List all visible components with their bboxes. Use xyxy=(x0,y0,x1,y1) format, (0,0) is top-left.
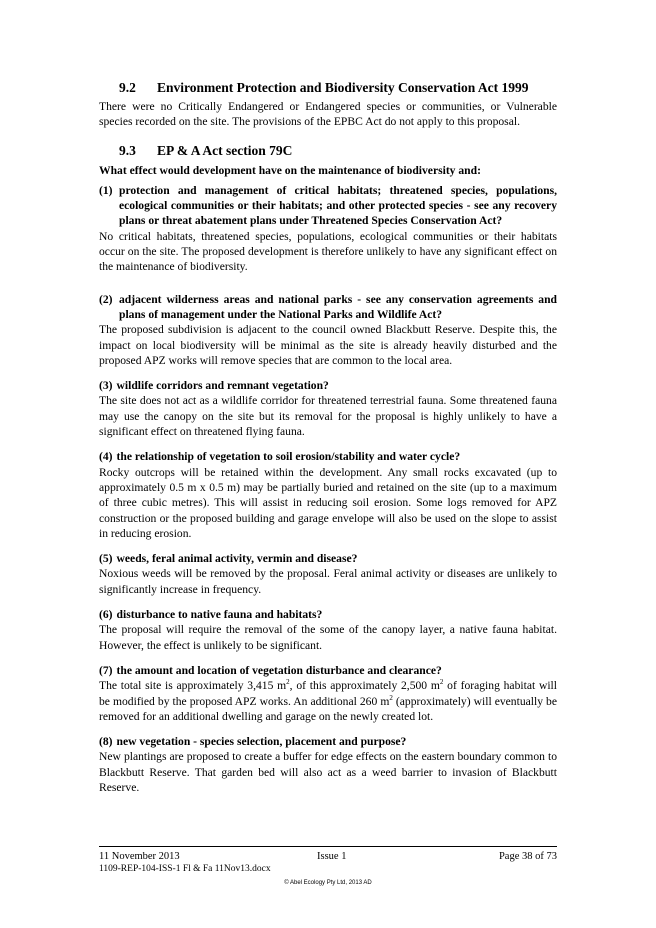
question-number: (7) xyxy=(99,663,113,677)
question-heading xyxy=(99,378,557,393)
question-text: adjacent wilderness areas and national parks - see any conservation agreements and plans of management under the National Parks and Wildlife Act? xyxy=(119,292,557,321)
answer-part: of foraging habitat will be modified by the proposed APZ works. An additional 260 m xyxy=(99,679,557,708)
page-content xyxy=(99,79,557,795)
question-item-1 xyxy=(99,183,557,275)
footer-date: 11 November 2013 xyxy=(99,851,180,862)
footer-filename: 1109-REP-104-ISS-1 Fl & Fa 11Nov13.docx xyxy=(99,864,271,874)
section-title: Environment Protection and Biodiversity Conservation Act 1999 xyxy=(157,80,529,95)
question-number: (4) xyxy=(99,450,113,464)
footer-divider xyxy=(99,846,557,847)
section-number: 9.2 xyxy=(119,80,136,95)
footer-row xyxy=(99,850,557,863)
question-number: (5) xyxy=(99,552,113,566)
question-number: (3) xyxy=(99,379,113,393)
question-number: (8) xyxy=(99,735,113,749)
question-item-6 xyxy=(99,607,557,653)
question-item-4 xyxy=(99,449,557,541)
question-number: (2) xyxy=(99,292,113,306)
question-item-5 xyxy=(99,551,557,597)
question-text: weeds, feral animal activity, vermin and disease? xyxy=(116,552,358,566)
page-footer xyxy=(99,850,557,886)
answer-text xyxy=(99,678,557,724)
section-9-3-lead: What effect would development have on the maintenance of biodiversity and: xyxy=(99,163,481,177)
question-heading xyxy=(99,292,557,323)
question-heading xyxy=(99,607,557,622)
answer-part: The total site is approximately 3,415 m xyxy=(99,679,287,693)
answer-part: (approximately) will eventually be removed for an additional dwelling and garage on the newly created lot. xyxy=(99,694,557,723)
footer-issue: Issue 1 xyxy=(317,851,347,862)
section-heading-9-2 xyxy=(99,79,557,96)
superscript: 2 xyxy=(389,693,393,702)
section-number: 9.3 xyxy=(119,142,136,158)
question-heading xyxy=(99,551,557,566)
section-9-2-body: There were no Critically Endangered or Endangered species or communities, or Vulnerable species recorded on the site. The provisions of the EPBC Act do not apply to this proposal. xyxy=(99,100,557,129)
question-number: (6) xyxy=(99,608,113,622)
footer-copyright: © Abel Ecology Pty Ltd, 2013 AD xyxy=(284,880,372,886)
answer-text: Rocky outcrops will be retained within the development. Any small rocks excavated (up to approximately 0.5 m x 0.5 m) may be partially buried and retained on the site (up to a maximum of three cubic metres). This will assist in reducing soil erosion. Some logs removed for APZ construction or the proposed building and garage envelope will also be used on the slope to assist in reducing erosion. xyxy=(99,465,557,540)
answer-text: The proposed subdivision is adjacent to the council owned Blackbutt Reserve. Despite this, the impact on local biodiversity will be minimal as the site is already heavily disturbed and the proposed APZ works will remove species that are common to the local area. xyxy=(99,323,557,367)
superscript: 2 xyxy=(439,678,444,687)
question-heading xyxy=(99,734,557,749)
answer-text: No critical habitats, threatened species, populations, ecological communities or their habitats occur on the site. The proposed development is therefore unlikely to have any significant effect on the maintenance of biodiversity. xyxy=(99,229,557,274)
question-heading xyxy=(99,663,557,678)
answer-part: , of this approximately 2,500 m xyxy=(289,679,440,693)
question-heading xyxy=(99,183,557,229)
question-number: (1) xyxy=(99,183,113,197)
superscript: 2 xyxy=(286,678,290,687)
answer-text: The proposal will require the removal of the some of the canopy layer, a native fauna habitat. However, the effect is unlikely to be significant. xyxy=(99,623,557,652)
question-text: wildlife corridors and remnant vegetation? xyxy=(116,379,329,393)
question-item-8 xyxy=(99,734,557,795)
question-text: protection and management of critical habitats; threatened species, populations, ecological communities or their habitats; and other protected species - see any recovery plans or threat abatement plans under Threatened Species Conservation Act? xyxy=(119,183,557,228)
answer-text: Noxious weeds will be removed by the proposal. Feral animal activity or diseases are unlikely to significantly increase in frequency. xyxy=(99,567,557,596)
answer-text: New plantings are proposed to create a buffer for edge effects on the eastern boundary common to Blackbutt Reserve. That garden bed will also act as a weed barrier to invasion of Blackbutt Reserve. xyxy=(99,750,557,794)
question-item-7 xyxy=(99,663,557,724)
section-title: EP & A Act section 79C xyxy=(157,142,293,158)
answer-text: The site does not act as a wildlife corridor for threatened terrestrial fauna. Some threatened fauna may use the canopy on the site but its removal for the proposal is highly unlikely to have a significant effect on threatened flying fauna. xyxy=(99,394,557,439)
question-item-3 xyxy=(99,378,557,439)
question-text: new vegetation - species selection, placement and purpose? xyxy=(116,735,407,749)
question-item-2 xyxy=(99,292,557,368)
question-heading xyxy=(99,449,557,464)
footer-page-number: Page 38 of 73 xyxy=(498,851,557,862)
question-text: the relationship of vegetation to soil erosion/stability and water cycle? xyxy=(116,450,461,464)
question-text: disturbance to native fauna and habitats? xyxy=(116,608,323,622)
question-text: the amount and location of vegetation disturbance and clearance? xyxy=(116,663,442,677)
section-heading-9-3 xyxy=(99,142,557,159)
